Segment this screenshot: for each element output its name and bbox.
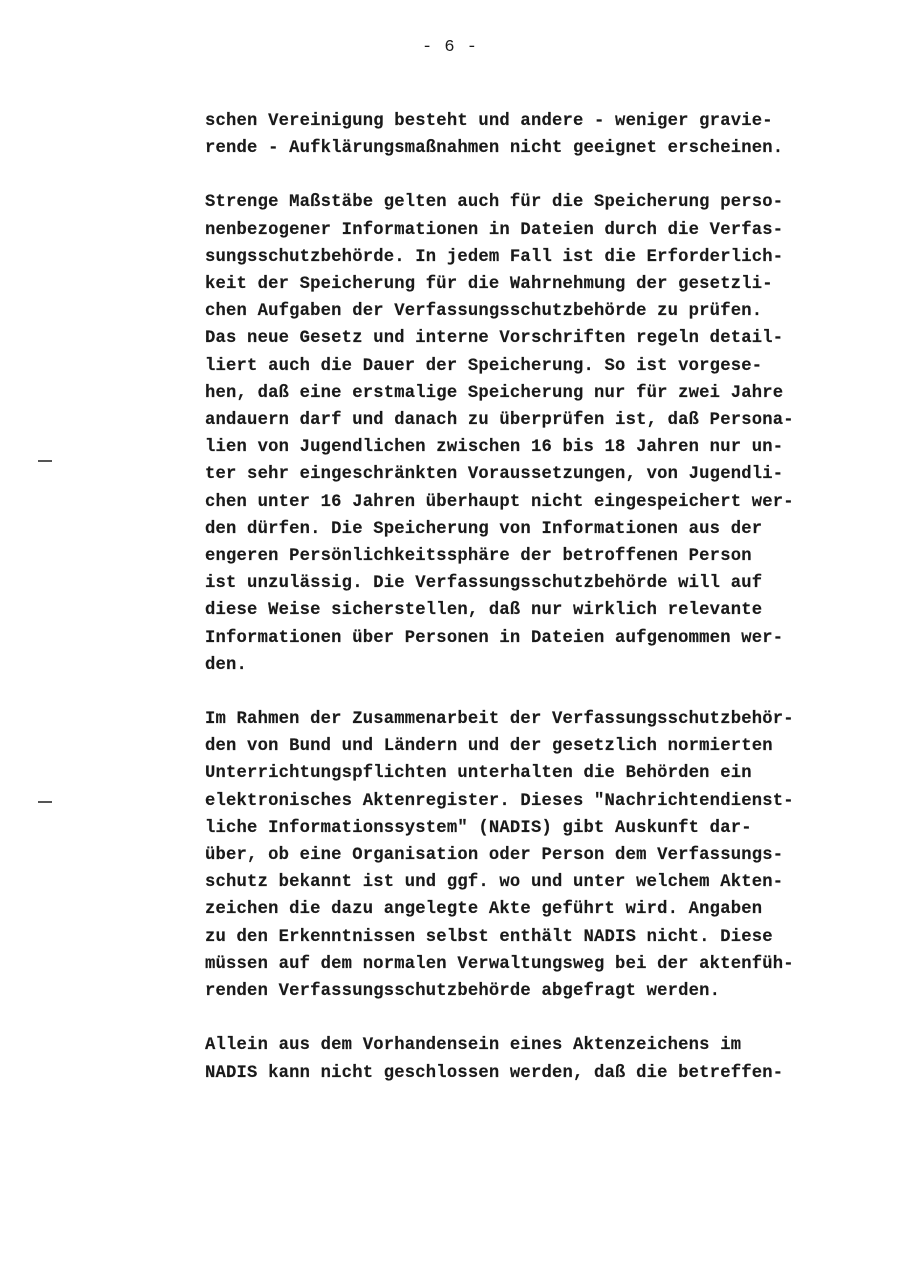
text-line: chen Aufgaben der Verfassungsschutzbehörde zu prüfen. <box>205 302 763 322</box>
text-line: Informationen über Personen in Dateien aufgenommen wer- <box>205 628 784 648</box>
text-line: liert auch die Dauer der Speicherung. So ist vorgese- <box>205 356 763 376</box>
text-line: den dürfen. Die Speicherung von Informationen aus der <box>205 519 763 539</box>
paragraph <box>205 189 825 679</box>
text-line: diese Weise sicherstellen, daß nur wirklich relevante <box>205 601 763 621</box>
text-line: keit der Speicherung für die Wahrnehmung der gesetzli- <box>205 275 773 295</box>
margin-mark <box>38 801 52 803</box>
text-line: sungsschutzbehörde. In jedem Fall ist die Erforderlich- <box>205 247 784 267</box>
text-line: liche Informationssystem" (NADIS) gibt Auskunft dar- <box>205 818 752 838</box>
margin-mark <box>38 460 52 462</box>
text-line: zeichen die dazu angelegte Akte geführt wird. Angaben <box>205 900 763 920</box>
page-number: - 6 - <box>421 38 478 57</box>
text-line: den. <box>205 655 248 675</box>
text-line: hen, daß eine erstmalige Speicherung nur für zwei Jahre <box>205 383 784 403</box>
text-line: renden Verfassungsschutzbehörde abgefragt werden. <box>205 982 721 1002</box>
paragraph <box>205 108 825 162</box>
text-line: lien von Jugendlichen zwischen 16 bis 18 Jahren nur un- <box>205 438 784 458</box>
text-line: schutz bekannt ist und ggf. wo und unter welchem Akten- <box>205 873 784 893</box>
text-line: nenbezogener Informationen in Dateien durch die Verfas- <box>205 220 784 240</box>
text-line: chen unter 16 Jahren überhaupt nicht eingespeichert wer- <box>205 492 794 512</box>
text-line: ter sehr eingeschränkten Voraussetzungen, von Jugendli- <box>205 465 784 485</box>
text-line: zu den Erkenntnissen selbst enthält NADIS nicht. Diese <box>205 927 773 947</box>
text-line: müssen auf dem normalen Verwaltungsweg bei der aktenfüh- <box>205 954 794 974</box>
text-line: ist unzulässig. Die Verfassungsschutzbehörde will auf <box>205 574 763 594</box>
text-line: NADIS kann nicht geschlossen werden, daß die betreffen- <box>205 1063 784 1083</box>
text-line: engeren Persönlichkeitssphäre der betroffenen Person <box>205 547 752 567</box>
text-line: Im Rahmen der Zusammenarbeit der Verfassungsschutzbehör- <box>205 710 794 730</box>
text-line: elektronisches Aktenregister. Dieses "Nachrichtendienst- <box>205 791 794 811</box>
text-line: Strenge Maßstäbe gelten auch für die Speicherung perso- <box>205 193 784 213</box>
text-line: den von Bund und Ländern und der gesetzlich normierten <box>205 737 773 757</box>
text-line: andauern darf und danach zu überprüfen ist, daß Persona- <box>205 411 794 431</box>
text-line: Unterrichtungspflichten unterhalten die Behörden ein <box>205 764 752 784</box>
text-line: Allein aus dem Vorhandensein eines Aktenzeichens im <box>205 1036 742 1056</box>
text-line: rende - Aufklärungsmaßnahmen nicht geeignet erscheinen. <box>205 139 784 159</box>
text-line: Das neue Gesetz und interne Vorschriften regeln detail- <box>205 329 784 349</box>
text-line: über, ob eine Organisation oder Person dem Verfassungs- <box>205 846 784 866</box>
paragraph <box>205 706 825 1005</box>
body-text <box>205 108 825 1114</box>
paragraph <box>205 1032 825 1086</box>
text-line: schen Vereinigung besteht und andere - weniger gravie- <box>205 112 773 131</box>
